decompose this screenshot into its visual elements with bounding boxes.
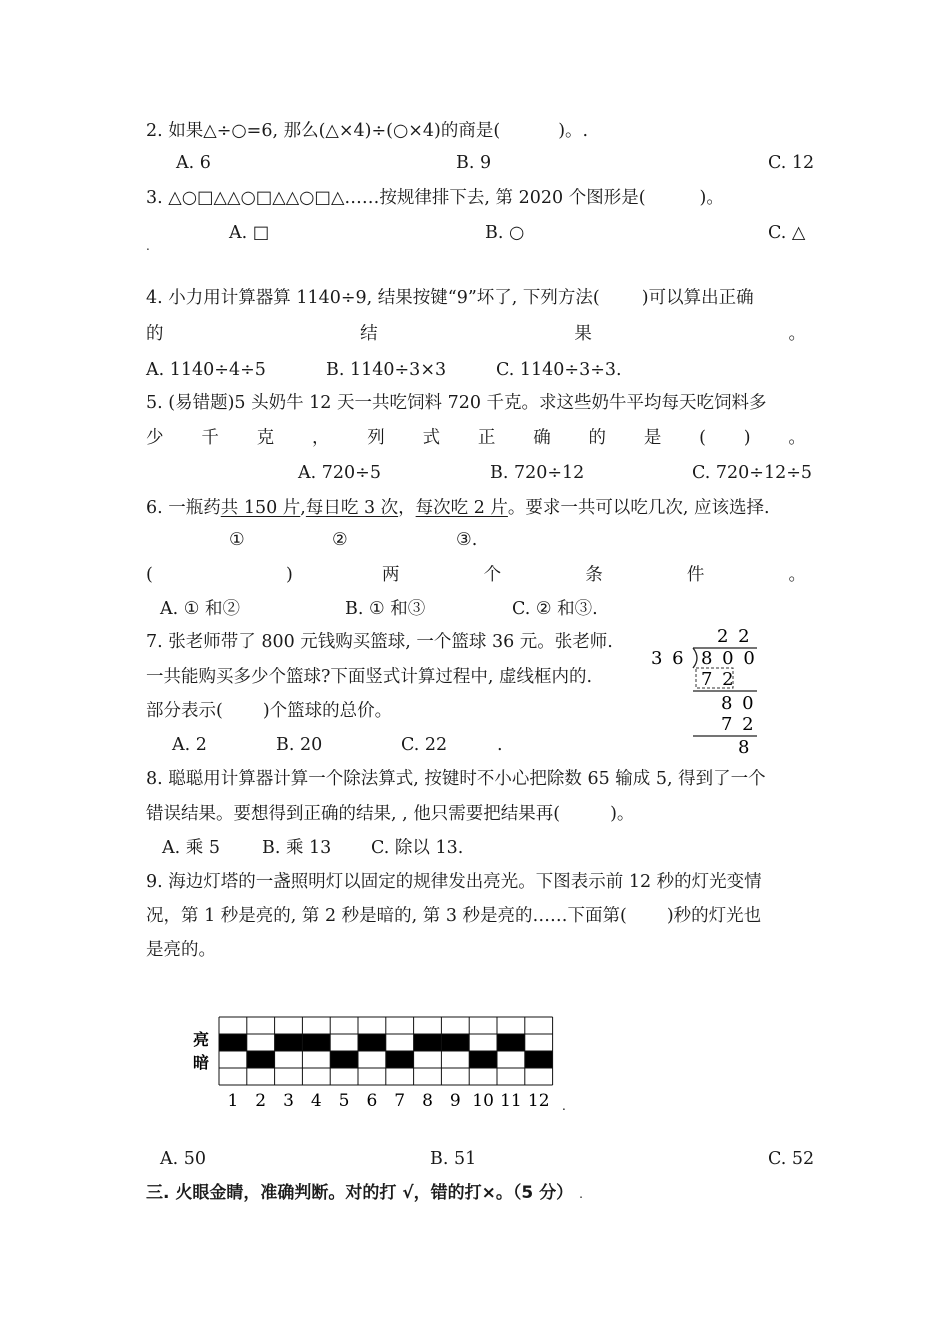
division-dividend: 8 0 0 xyxy=(701,648,757,669)
dark-cell-2 xyxy=(247,1051,275,1068)
q4-option-a: A. 1140÷4÷5 xyxy=(146,360,266,380)
division-divisor: 3 6 xyxy=(651,648,686,669)
q9-option-a: A. 50 xyxy=(160,1149,207,1169)
q2-option-c: C. 12 xyxy=(768,153,815,173)
division-remainder1: 8 0 xyxy=(721,693,756,714)
q5-stem-line2: 少 千 克 ， 列 式 正 确 的 是 ( ) 。 xyxy=(146,428,806,448)
second-label: 12 xyxy=(527,1091,550,1111)
q9-stem-line2: 况，第 1 秒是亮的, 第 2 秒是暗的, 第 3 秒是亮的……下面第( )秒的灯光也 xyxy=(146,906,762,926)
row-label-dark: 暗 xyxy=(193,1053,210,1072)
q5-option-c: C. 720÷12÷5 xyxy=(692,463,813,483)
q6-stem-line1: 6. 一瓶药共 150 片,每日吃 3 次，每次吃 2 片。要求一共可以吃几次, 应该选择. xyxy=(146,498,770,518)
q7-stem-line1: 7. 张老师带了 800 元钱购买篮球, 一个篮球 36 元。张老师. xyxy=(146,632,613,652)
bright-cell-3 xyxy=(275,1034,303,1051)
bright-cell-11 xyxy=(497,1034,525,1051)
q8-option-b: B. 乘 13 xyxy=(262,838,332,858)
q4-option-c: C. 1140÷3÷3. xyxy=(496,360,622,380)
q8-option-a: A. 乘 5 xyxy=(162,838,220,858)
q5-stem-line1: 5. (易错题)5 头奶牛 12 天一共吃饲料 720 千克。求这些奶牛平均每天吃饲料多 xyxy=(146,393,767,413)
q7-option-a: A. 2 xyxy=(172,735,207,755)
trailing-dot: . xyxy=(497,735,503,755)
q3-option-b: B. ○ xyxy=(485,223,525,243)
q2-option-a: A. 6 xyxy=(176,153,211,173)
division-bracket xyxy=(693,648,697,668)
q5-option-b: B. 720÷12 xyxy=(490,463,585,483)
second-label: 5 xyxy=(338,1091,350,1111)
division-quotient: 2 2 xyxy=(717,626,752,647)
dark-cell-5 xyxy=(330,1051,358,1068)
q2-stem: 2. 如果△÷○=6, 那么(△×4)÷(○×4)的商是( )。. xyxy=(146,121,589,141)
q6-option-a: A. ① 和② xyxy=(160,599,241,619)
second-label: 3 xyxy=(283,1091,294,1111)
q9-stem-line1: 9. 海边灯塔的一盏照明灯以固定的规律发出亮光。下图表示前 12 秒的灯光变情 xyxy=(146,872,762,892)
q8-stem-line2: 错误结果。要想得到正确的结果, , 他只需要把结果再( )。 xyxy=(146,804,635,824)
second-label: 9 xyxy=(449,1091,461,1111)
division-product1: 7 2 xyxy=(701,669,736,690)
second-label: 7 xyxy=(394,1091,406,1111)
q3-stem: 3. △○□△△○□△△○□△……按规律排下去, 第 2020 个图形是( )。 xyxy=(146,188,724,208)
q6-condition-1: 共 150 片 xyxy=(220,498,301,518)
second-label: 11 xyxy=(500,1091,522,1111)
q8-option-c: C. 除以 13. xyxy=(371,838,464,858)
q9-option-b: B. 51 xyxy=(430,1149,477,1169)
q7-option-c: C. 22 xyxy=(401,735,448,755)
row-label-bright: 亮 xyxy=(193,1030,210,1049)
q6-option-c: C. ② 和③. xyxy=(512,599,598,619)
q4-stem-line1: 4. 小力用计算器算 1140÷9, 结果按键“9”坏了, 下列方法( )可以算出正确 xyxy=(146,288,754,308)
second-label: 1 xyxy=(227,1091,239,1111)
q7-option-b: B. 20 xyxy=(276,735,323,755)
bright-cell-6 xyxy=(358,1034,386,1051)
q5-option-a: A. 720÷5 xyxy=(298,463,381,483)
bright-cell-4 xyxy=(302,1034,330,1051)
q2-option-b: B. 9 xyxy=(456,153,492,173)
light-pattern-chart xyxy=(185,1010,575,1120)
second-label: 6 xyxy=(366,1091,378,1111)
q8-stem-line1: 8. 聪聪用计算器计算一个除法算式, 按键时不小心把除数 65 输成 5, 得到了一个 xyxy=(146,769,766,789)
q6-marker-3: ③. xyxy=(456,530,478,550)
chart-trailing-dot: . xyxy=(562,1099,566,1113)
q9-option-c: C. 52 xyxy=(768,1149,815,1169)
division-remainder2: 8 xyxy=(738,737,750,758)
dark-cell-7 xyxy=(386,1051,414,1068)
q7-stem-line2: 一共能购买多少个篮球?下面竖式计算过程中, 虚线框内的. xyxy=(146,667,593,687)
bright-cell-8 xyxy=(414,1034,442,1051)
dark-cell-12 xyxy=(525,1051,553,1068)
q6-stem-line3: ( ) 两 个 条 件 。 xyxy=(146,565,806,585)
q6-condition-2: 每日吃 3 次 xyxy=(305,498,399,518)
division-product2: 7 2 xyxy=(721,714,756,735)
q4-stem-line2: 的 结 果 。 xyxy=(146,324,806,344)
long-division-figure xyxy=(645,620,765,760)
q9-stem-line3: 是亮的。 xyxy=(146,940,216,960)
section-3-title: 三. 火眼金睛，准确判断。对的打 √，错的打×。（5 分） . xyxy=(146,1183,583,1203)
second-label: 10 xyxy=(472,1091,494,1111)
q3-option-c: C. △ xyxy=(768,223,806,243)
second-label: 4 xyxy=(310,1091,322,1111)
q3-option-a: A. □ xyxy=(229,223,270,243)
bright-cell-9 xyxy=(441,1034,469,1051)
q6-marker-1: ① xyxy=(229,530,245,550)
second-label: 2 xyxy=(255,1091,267,1111)
q6-condition-3: 每次吃 2 片 xyxy=(415,498,508,518)
q6-option-b: B. ① 和③ xyxy=(345,599,426,619)
stray-dot: . xyxy=(146,239,150,253)
q4-option-b: B. 1140÷3×3 xyxy=(326,360,447,380)
q6-marker-2: ② xyxy=(332,530,348,550)
bright-cell-1 xyxy=(219,1034,247,1051)
second-label: 8 xyxy=(422,1091,433,1111)
q7-stem-line3: 部分表示( )个篮球的总价。 xyxy=(146,701,393,721)
dark-cell-10 xyxy=(469,1051,497,1068)
